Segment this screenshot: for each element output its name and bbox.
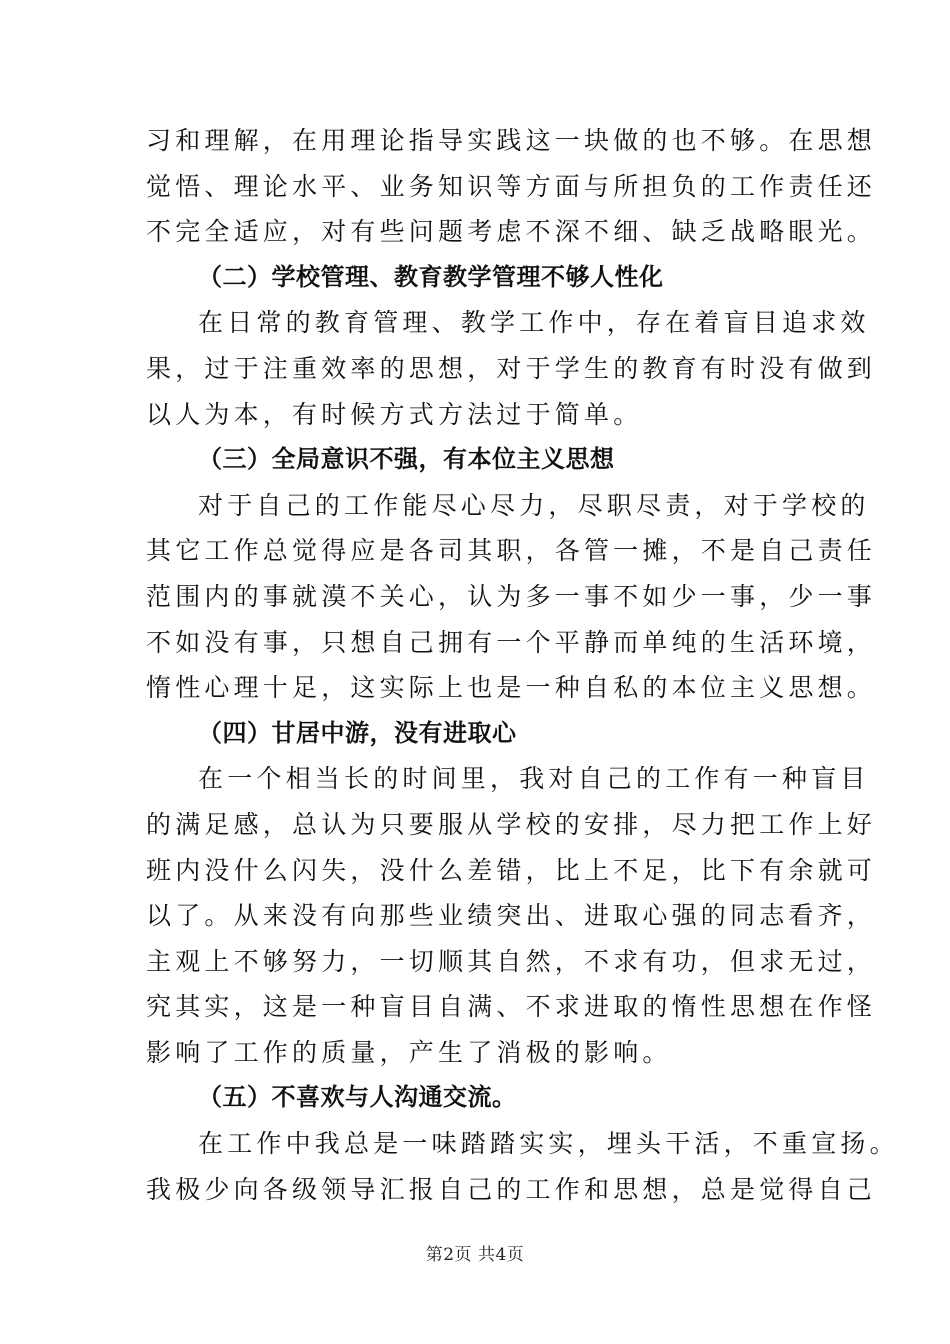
body-line: 范围内的事就漠不关心，认为多一事不如少一事，少一事 [146,581,877,611]
paragraph-first-line: 在日常的教育管理、教学工作中，存在着盲目追求效 [198,308,870,338]
body-line: 习和理解，在用理论指导实践这一块做的也不够。在思想 [146,126,877,155]
body-line: 主观上不够努力，一切顺其自然，不求有功，但求无过， [146,946,877,976]
body-line: 惰性心理十足，这实际上也是一种自私的本位主义思想。 [146,673,877,703]
section-heading: （二）学校管理、教育教学管理不够人性化 [198,262,664,291]
body-line: 以人为本，有时候方式方法过于简单。 [146,399,643,429]
body-line: 班内没什么闪失，没什么差错，比上不足，比下有余就可 [146,855,877,885]
document-body [146,118,899,1212]
body-line: 其它工作总觉得应是各司其职，各管一摊，不是自己责任 [146,536,877,566]
body-line: 我极少向各级领导汇报自己的工作和思想，总是觉得自己 [146,1174,877,1204]
body-line: 以了。从来没有向那些业绩突出、进取心强的同志看齐， [146,901,877,931]
section-heading: （四）甘居中游，没有进取心 [198,718,517,747]
paragraph-first-line: 对于自己的工作能尽心尽力，尽职尽责，对于学校的 [198,490,870,520]
body-line: 不完全适应，对有些问题考虑不深不细、缺乏战略眼光。 [146,217,877,247]
body-line: 的满足感，总认为只要服从学校的安排，尽力把工作上好 [146,809,877,839]
body-line: 究其实，这是一种盲目自满、不求进取的惰性思想在作怪 [146,992,877,1022]
paragraph-first-line: 在工作中我总是一味踏踏实实，埋头干活，不重宣扬。 [198,1129,899,1159]
body-line: 觉悟、理论水平、业务知识等方面与所担负的工作责任还 [146,171,877,201]
section-heading: （五）不喜欢与人沟通交流。 [198,1083,517,1112]
paragraph-first-line: 在一个相当长的时间里，我对自己的工作有一种盲目 [198,764,870,794]
page-number-footer: 第2页 共4页 [425,1245,525,1265]
body-line: 果，过于注重效率的思想，对于学生的教育有时没有做到 [146,353,877,383]
body-line: 不如没有事，只想自己拥有一个平静而单纯的生活环境， [146,627,877,657]
section-heading: （三）全局意识不强，有本位主义思想 [198,445,615,474]
body-line: 影响了工作的质量，产生了消极的影响。 [146,1037,672,1067]
